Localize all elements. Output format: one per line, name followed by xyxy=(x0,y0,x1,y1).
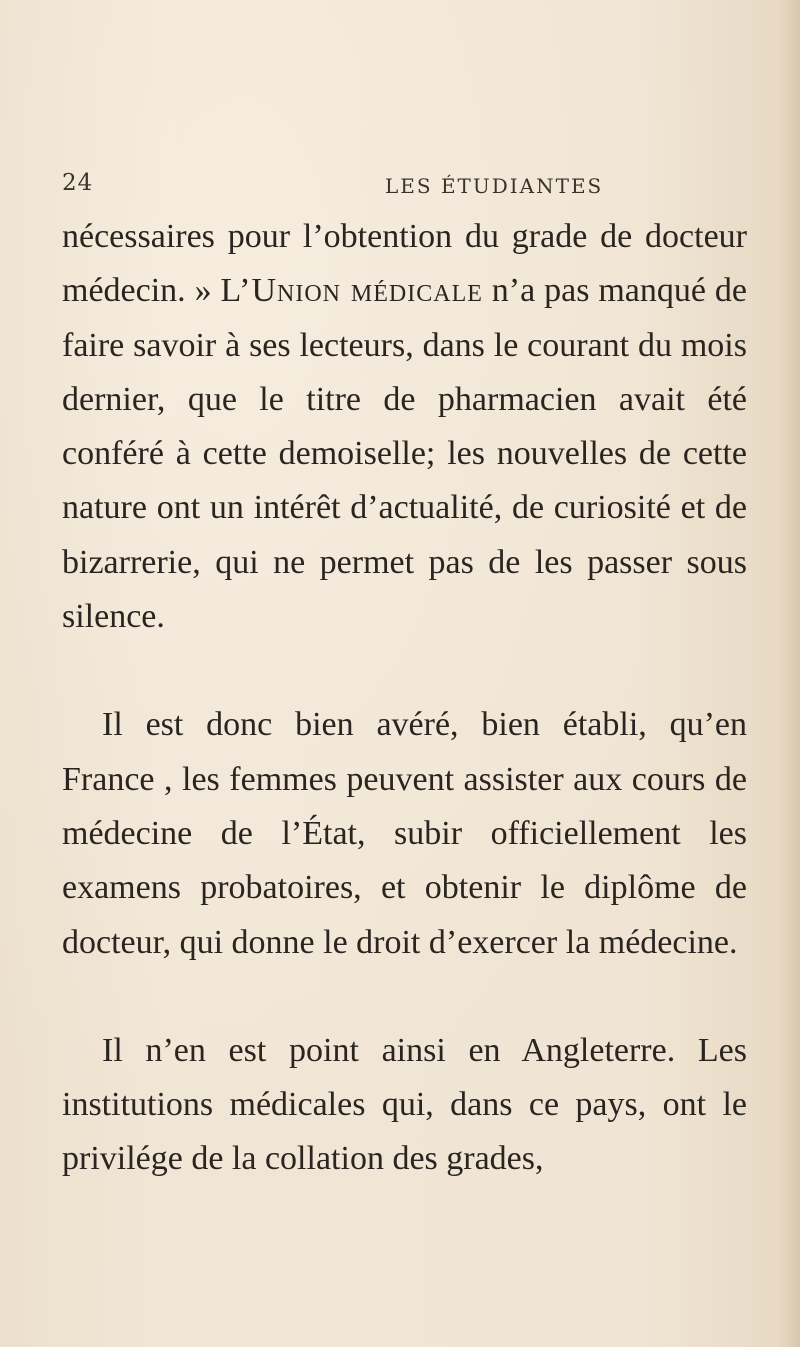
page-header xyxy=(0,170,800,210)
running-title: LES ÉTUDIANTES xyxy=(385,174,604,198)
paragraph-3: Il n’en est point ainsi en Angleterre. Les institutions médicales qui, dans ce pays, ont le privilége de la collation des grades, xyxy=(62,1031,747,1178)
paragraph-1-text-end: n’a pas manqué de faire savoir à ses lecteurs, dans le courant du mois dernier, que le titre de pharmacien avait été conféré à cette demoiselle; les nouvelles de cette nature ont un intérêt d’actualité, de curiosité et de bizarrerie, qui ne permet pas de les passer sous silence. xyxy=(62,272,747,636)
paragraph-1 xyxy=(62,210,747,644)
body-text xyxy=(62,210,747,1187)
paragraph-1-text-start: nécessaires pour l’obtention du grade de docteur médecin. » xyxy=(62,218,747,310)
journal-name: L’Union médicale xyxy=(220,272,483,310)
page-number: 24 xyxy=(62,170,94,196)
paragraph-2: Il est donc bien avéré, bien établi, qu’en France , les femmes peuvent assister aux cours de médecine de l’État, subir officiellement les examens probatoires, et obtenir le diplôme de docteur, qui donne le droit d’exercer la médecine. xyxy=(62,706,747,961)
